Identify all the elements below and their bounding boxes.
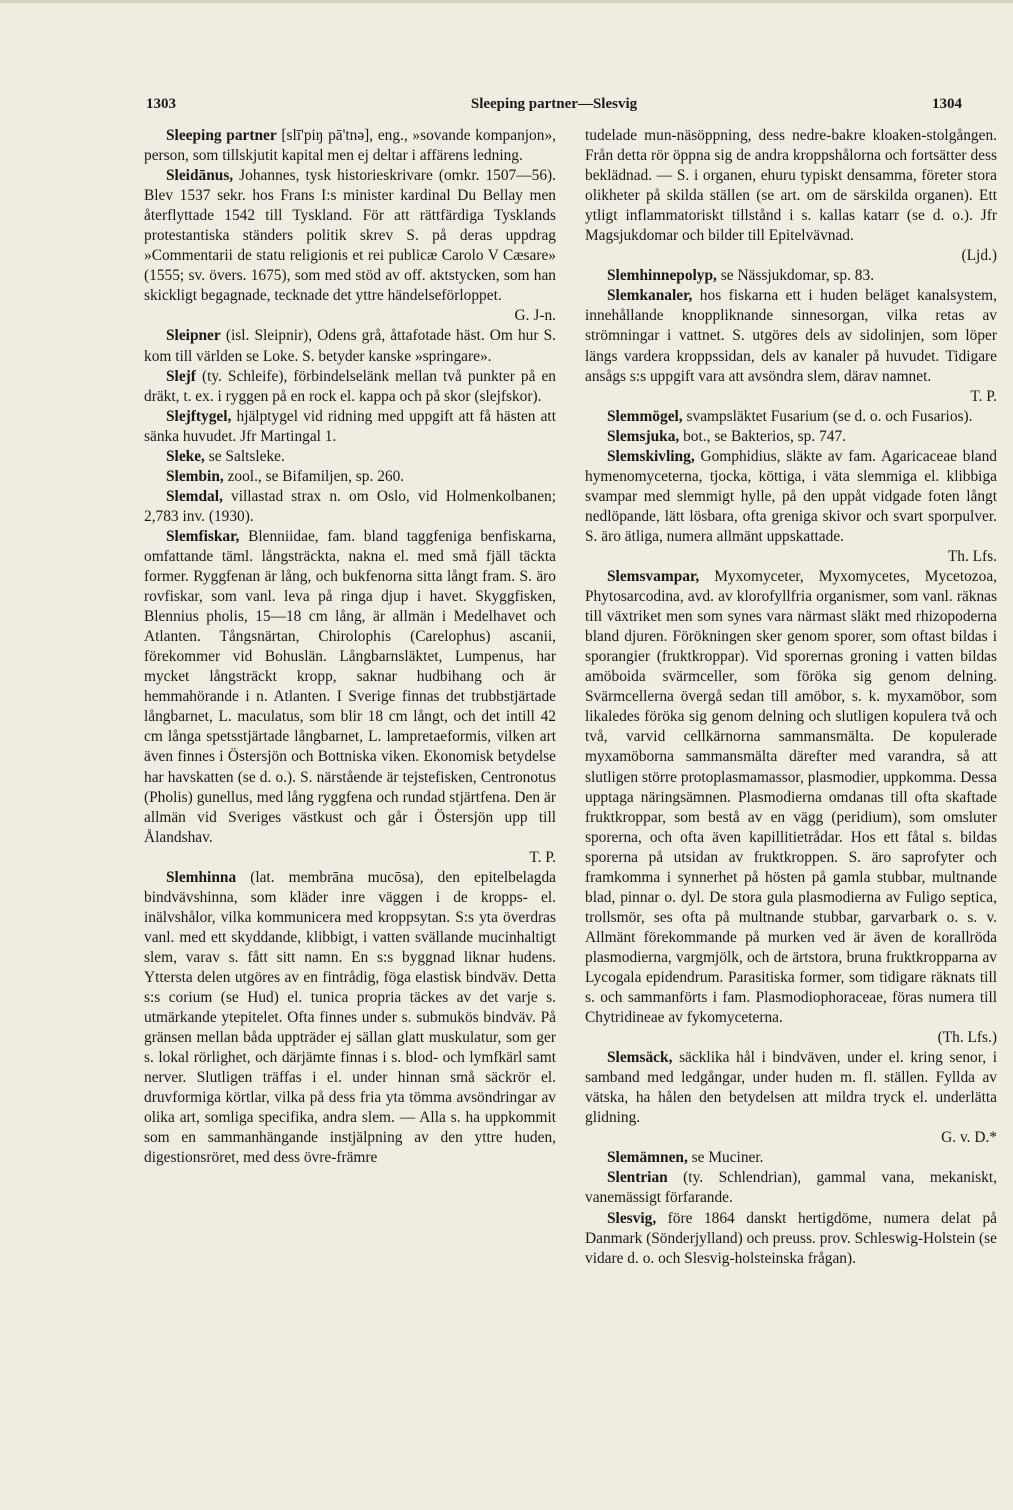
entry-signature: (Ljd.) [961, 247, 997, 265]
entry-text: zool., se Bifamiljen, sp. 260. [223, 467, 405, 485]
entry-headword: Slemämnen, [607, 1149, 688, 1167]
entry-headword: Slejftygel, [166, 407, 232, 425]
entry-headword: Sleeping partner [166, 127, 277, 144]
entry-headword: Sleipner [166, 327, 221, 345]
entry [585, 1048, 997, 1148]
entry [585, 407, 997, 427]
entry-text: (isl. Sleipnir), Odens grå, åttafotade häst. Om hur S. kom till världen se Loke. S. betyder kanske »springare». [144, 327, 556, 365]
page-header [146, 96, 962, 120]
entry [585, 447, 997, 567]
page-number-left: 1303 [146, 96, 176, 112]
entry-text: säcklika hål i bindväven, under el. kring senor, i samband med ledgångar, under huden m. fl. ställen. Fyllda av vätska, ha hålen den betydelsen att mildra tryck el. underlätta glidning. [585, 1049, 997, 1127]
entry-text: hos fiskarna ett i huden beläget kanalsystem, innehållande knoppliknande sinnesorgan, vilka retas av strömningar i vattnet. S. utgöres dels av sidolinjen, som löper längs vardera kroppssidan, dels av kanaler på huvudet. Tidigare ansågs s:s uppgift vara att avsöndra slem, därav namnet. [585, 287, 997, 385]
entry-headword: Slejf [166, 367, 196, 385]
entry-text: Blenniidae, fam. bland taggfeniga benfiskarna, omfattande täml. långsträckta, nakna el. med små fjäll täckta former. Ryggfenan är lång, och bukfenorna sitta långt fram. S. äro rovfiskar, som vanl. leva på ringa djup i havet. Skyggfisken, Blennius pholis, 15—18 cm lång, är allmän i Medelhavet och Atlanten. Tångsnärtan, Chirolophis (Carelophus) ascanii, förekommer vid Bohuslän. Långbarnsläktet, Lumpenus, har mycket långsträckt kropp, saknar hudbihang och är hemmahörande i n. Atlanten. I Sverige finnas det trubbstjärtade långbarnet, L. maculatus, som blir 18 cm långt, och det intill 42 cm långa spetsstjärtade långbarnet, L. lampretaeformis, vilken art även finnes i Östersjön och Bottniska viken. Ekonomisk betydelse har havskatten (se d. o.). S. närstående är tejstefisken, Centronotus (Pholis) gunellus, med lång ryggfena och rundad stjärtfena. Den är allmän vid Sveriges västkust och går i Östersjön upp till Ålandshav. [144, 527, 556, 846]
entry-text: Myxomyceter, Myxomycetes, Mycetozoa, Phytosarcodina, avd. av klorofyllfria organismer, som vanl. räknas till växtriket men som synes vara närmast släkt med rhizopoderna bland djuren. Förökningen sker genom sporer, som oftast bildas i sporangier (fruktkroppar). Vid sporernas groning i vatten bildas amöboida svärmceller, som föröka sig genom delning. Svärmcellerna övergå sedan till amöbor, s. k. myxamöbor, som likaledes föröka sig genom delning och slutligen kopulera två och två, varvid cellkärnorna sammansmälta. De kopulerade myxamöborna sammansmälta därefter med varandra, så att slutligen större protoplasmamassor, plasmodier, uppkomma. Dessa upptaga näringsämnen. Plasmodierna omdanas till ofta skaftade fruktkroppar, som bestå av en vägg (peridium), som omsluter sporerna, och ofta även kapillitietrådar. Hos ett fåtal s. bildas sporerna på utsidan av fruktkroppen. S. äro saprofyter och framkomma i synnerhet på hösten på gamla stubbar, multnande blad, pinnar o. dyl. De stora gula plasmodierna av Fuligo septica, trollsmör, ses ofta på multnande stubbar, garvarbark o. s. v. Allmänt förekommande på murken ved är även de korallröda plasmodierna, vargmjölk, och de ärtstora, bruna fruktkropparna av Lycogala epidendrum. Parasitiska former, som tidigare räknats till s. och sammanförts i fam. Plasmodiophoraceae, föras numera till Chytridineae av fykomyceterna. [585, 568, 997, 1027]
entry [144, 447, 556, 467]
entry-signature: T. P. [970, 387, 997, 405]
entry-headword: Slemsjuka, [607, 427, 680, 445]
entry-headword: Slembin, [166, 467, 224, 485]
entry-headword: Slemmögel, [607, 407, 683, 425]
entry-headword: Slemsäck, [607, 1049, 673, 1067]
entry [585, 427, 997, 447]
entry-text: Johannes, tysk historieskrivare (omkr. 1507—56). Blev 1537 sekr. hos Frans I:s minister kardinal Du Bellay men återflyttade 1542 till Tyskland. För att rättfärdiga Tysklands protestantiska ständers politik skrev S. på deras uppdrag »Commentarii de statu religionis et rei publicæ Carolo V Cæsare» (1555; sv. övers. 1675), som med stöd av off. aktstycken, som han skickligt begagnade, tecknade det yttre händelseförloppet. [144, 167, 556, 305]
entry-text: svampsläktet Fusarium (se d. o. och Fusarios). [682, 407, 973, 425]
entry-signature: T. P. [529, 848, 556, 866]
entry-continuation [585, 126, 997, 266]
entry-text: tudelade mun-näsöppning, dess nedre-bakre kloaken-stolgången. Från detta rör öppna sig de andra kroppshålorna och fortsätter dess beklädnad. — S. i organen, ehuru typiskt densamma, företer stora olikheter på skilda ställen (se art. om de särskilda organen). Ett ytligt inflammatoriskt tillstånd i s. kallas katarr (se d. o.). Jfr Magsjukdomar och bilder till Epitelvävnad. [585, 127, 997, 245]
left-column [144, 126, 556, 1416]
entry-text: bot., se Bakterios, sp. 747. [679, 427, 846, 445]
entry [144, 868, 556, 1169]
page-top-edge [0, 0, 1013, 3]
entry [144, 166, 556, 326]
entry-text: [slī'piŋ pā'tnə], eng., »sovande kompanjon», person, som tillskjutit kapital men ej deltar i affärens ledning. [144, 127, 556, 165]
entry-text: Gomphidius, släkte av fam. Agaricaceae bland hymenomyceterna, tjocka, köttiga, i väta slemmiga el. klibbiga svampar med slemmigt hylle, på den uppåt vidgade foten långt nedlöpande, lätt lösbara, ofta greniga skivor och svart sporpulver. S. äro ätliga, numera allmänt uppskattade. [585, 447, 997, 545]
entry-headword: Sleke, [166, 447, 205, 465]
entry-headword: Slemdal, [166, 487, 223, 505]
entry-text: se Nässjukdomar, sp. 83. [716, 267, 875, 285]
entry [585, 1148, 997, 1168]
entry-headword: Slesvig, [607, 1209, 657, 1227]
entry-signature: G. J-n. [514, 307, 556, 325]
entry-headword: Slemsvampar, [607, 568, 700, 586]
running-title: Sleeping partner—Slesvig [470, 96, 638, 112]
entry [144, 126, 556, 166]
entry-signature: Th. Lfs. [947, 547, 997, 565]
page-number-right: 1304 [932, 96, 962, 112]
entry [144, 527, 556, 868]
entry-text: (lat. membrāna mucōsa), den epitelbelagda bindvävshinna, som kläder inre väggen i de kropps- el. inälvshålor, vilka kommunicera med kroppsytan. S:s yta överdras vanl. med ett skyddande, klibbigt, i vatten svällande mucinhaltigt slem, varav s. fått sitt namn. En s:s byggnad liknar hudens. Yttersta delen utgöres av en fintrådig, föga elastisk bindväv. Detta s:s corium (se Hud) el. tunica propria täckes av det varje s. utmärkande ytepitelet. Ofta finnes under s. submukös bindväv. På gränsen mellan båda uppträder ej sällan glatt muskulatur, som ger s. lokal rörlighet, och därjämte finnas i s. blod- och lymfkärl samt nerver. Slutligen träffas i el. under hinnan små säckrör el. druvformiga körtlar, vilka på dess fria yta tömma avsöndringar av olika art, somliga specifika, andra slem. — Alla s. ha uppkommit som en sammanhängande instjälpning av den yttre huden, digestionsröret, med dess övre-främre [144, 868, 556, 1167]
entry-headword: Slemhinnepolyp, [607, 267, 717, 285]
entry-text: (ty. Schleife), förbindelselänk mellan två punkter på en dräkt, t. ex. i ryggen på en rock el. kappa och på skor (slejfskor). [144, 367, 556, 405]
entry [144, 326, 556, 366]
entry-headword: Slemfiskar, [166, 527, 240, 545]
entry-signature: (Th. Lfs.) [937, 1029, 997, 1047]
entry-signature: G. v. D.* [941, 1129, 997, 1147]
entry-headword: Slemskivling, [607, 447, 695, 465]
entry [585, 1209, 997, 1269]
entry-text: (ty. Schlendrian), gammal vana, mekaniskt, vanemässigt förfarande. [585, 1169, 997, 1207]
entry [585, 266, 997, 286]
right-column [585, 126, 997, 1416]
entry-text: villastad strax n. om Oslo, vid Holmenkolbanen; 2,783 inv. (1930). [144, 487, 556, 525]
entry-headword: Slentrian [607, 1169, 668, 1187]
entry [144, 467, 556, 487]
entry-text: se Saltsleke. [204, 447, 285, 465]
entry [585, 286, 997, 406]
entry [144, 407, 556, 447]
entry [144, 367, 556, 407]
entry [585, 1168, 997, 1208]
entry-text: hjälptygel vid ridning med uppgift att få hästen att sänka huvudet. Jfr Martingal 1. [144, 407, 556, 445]
entry-text: före 1864 danskt hertigdöme, numera delat på Danmark (Sönderjylland) och preuss. prov. Schleswig-Holstein (se vidare d. o. och Slesvig-holsteinska frågan). [585, 1209, 997, 1267]
entry [585, 567, 997, 1048]
entry-text: se Muciner. [687, 1149, 764, 1167]
entry [144, 487, 556, 527]
entry-headword: Slemkanaler, [607, 287, 693, 305]
entry-headword: Sleidānus, [166, 167, 234, 185]
entry-headword: Slemhinna [166, 868, 237, 886]
